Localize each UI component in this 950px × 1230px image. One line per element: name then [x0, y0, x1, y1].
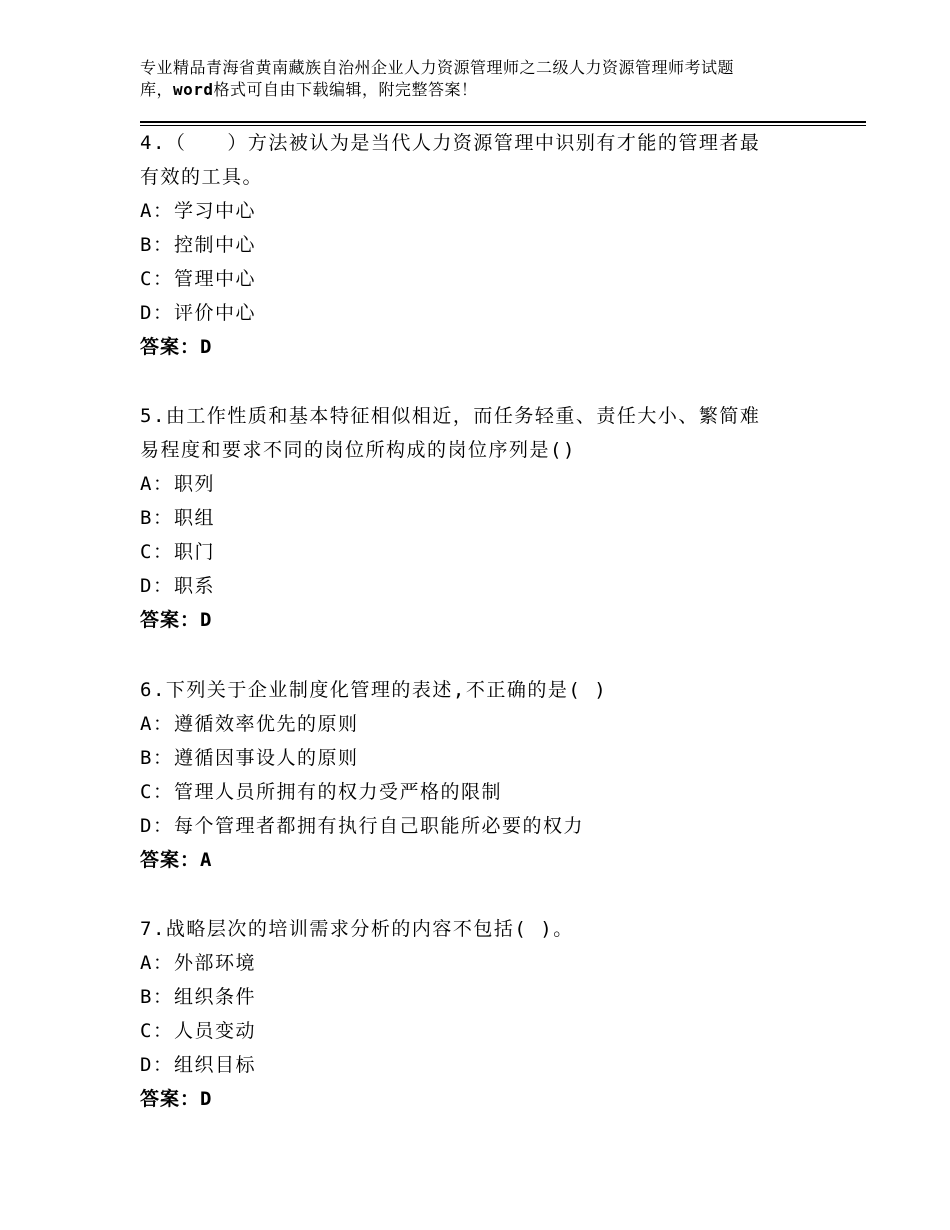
header-line-2-prefix: 库， [140, 80, 174, 99]
answer-line [140, 330, 820, 364]
option-d [140, 569, 820, 603]
option-c [140, 262, 820, 296]
option-key: D： [140, 815, 174, 837]
option-text: 人员变动 [174, 1020, 257, 1042]
option-text: 遵循效率优先的原则 [174, 713, 359, 735]
answer-value: D [200, 1088, 213, 1110]
question-7 [140, 912, 820, 1116]
option-key: D： [140, 302, 174, 324]
option-c [140, 775, 820, 809]
document-header [140, 57, 830, 101]
option-text: 职组 [174, 507, 216, 529]
header-rule-thick [140, 121, 866, 123]
header-line-2-suffix: 格式可自由下载编辑，附完整答案！ [213, 80, 478, 99]
header-line-1: 专业精品青海省黄南藏族自治州企业人力资源管理师之二级人力资源管理师考试题 [140, 58, 735, 77]
option-key: C： [140, 781, 174, 803]
question-stem-line-1: 6.下列关于企业制度化管理的表述,不正确的是( ) [140, 679, 608, 701]
option-text: 遵循因事设人的原则 [174, 747, 359, 769]
option-a [140, 946, 820, 980]
question-stem-line-2: 有效的工具。 [140, 166, 264, 188]
option-key: C： [140, 541, 174, 563]
option-key: A： [140, 713, 174, 735]
option-text: 职门 [174, 541, 216, 563]
answer-line [140, 843, 820, 877]
option-key: B： [140, 507, 174, 529]
option-a [140, 194, 820, 228]
option-text: 组织条件 [174, 986, 257, 1008]
header-line-2-bold: word [173, 80, 214, 99]
option-key: B： [140, 234, 174, 256]
option-key: D： [140, 1054, 174, 1076]
option-b [140, 741, 820, 775]
option-key: C： [140, 1020, 174, 1042]
header-line-2 [140, 79, 830, 101]
option-b [140, 980, 820, 1014]
option-key: D： [140, 575, 174, 597]
option-c [140, 535, 820, 569]
question-stem-line-2: 易程度和要求不同的岗位所构成的岗位序列是() [140, 439, 576, 461]
option-text: 每个管理者都拥有执行自己职能所必要的权力 [174, 815, 585, 837]
answer-line [140, 1082, 820, 1116]
question-stem-line-1: 4.（ ）方法被认为是当代人力资源管理中识别有才能的管理者最 [140, 132, 761, 154]
option-text: 管理人员所拥有的权力受严格的限制 [174, 781, 503, 803]
answer-label: 答案： [140, 336, 201, 358]
option-d [140, 809, 820, 843]
option-key: A： [140, 952, 174, 974]
option-text: 职列 [174, 473, 216, 495]
option-text: 管理中心 [174, 268, 257, 290]
option-c [140, 1014, 820, 1048]
option-text: 外部环境 [174, 952, 257, 974]
option-d [140, 296, 820, 330]
answer-value: D [200, 336, 213, 358]
option-text: 评价中心 [174, 302, 257, 324]
option-key: C： [140, 268, 174, 290]
answer-label: 答案： [140, 609, 201, 631]
option-text: 学习中心 [174, 200, 257, 222]
option-text: 职系 [174, 575, 216, 597]
question-6 [140, 673, 820, 877]
option-d [140, 1048, 820, 1082]
question-4 [140, 126, 820, 364]
answer-value: D [200, 609, 213, 631]
option-key: A： [140, 473, 174, 495]
answer-label: 答案： [140, 1088, 201, 1110]
answer-label: 答案： [140, 849, 201, 871]
option-a [140, 467, 820, 501]
option-key: A： [140, 200, 174, 222]
option-key: B： [140, 986, 174, 1008]
option-text: 控制中心 [174, 234, 257, 256]
answer-line [140, 603, 820, 637]
question-stem-line-1: 7.战略层次的培训需求分析的内容不包括( )。 [140, 918, 574, 940]
question-5 [140, 399, 820, 637]
option-text: 组织目标 [174, 1054, 257, 1076]
question-stem-line-1: 5.由工作性质和基本特征相似相近，而任务轻重、责任大小、繁简难 [140, 405, 761, 427]
option-b [140, 501, 820, 535]
option-b [140, 228, 820, 262]
option-a [140, 707, 820, 741]
answer-value: A [200, 849, 213, 871]
option-key: B： [140, 747, 174, 769]
